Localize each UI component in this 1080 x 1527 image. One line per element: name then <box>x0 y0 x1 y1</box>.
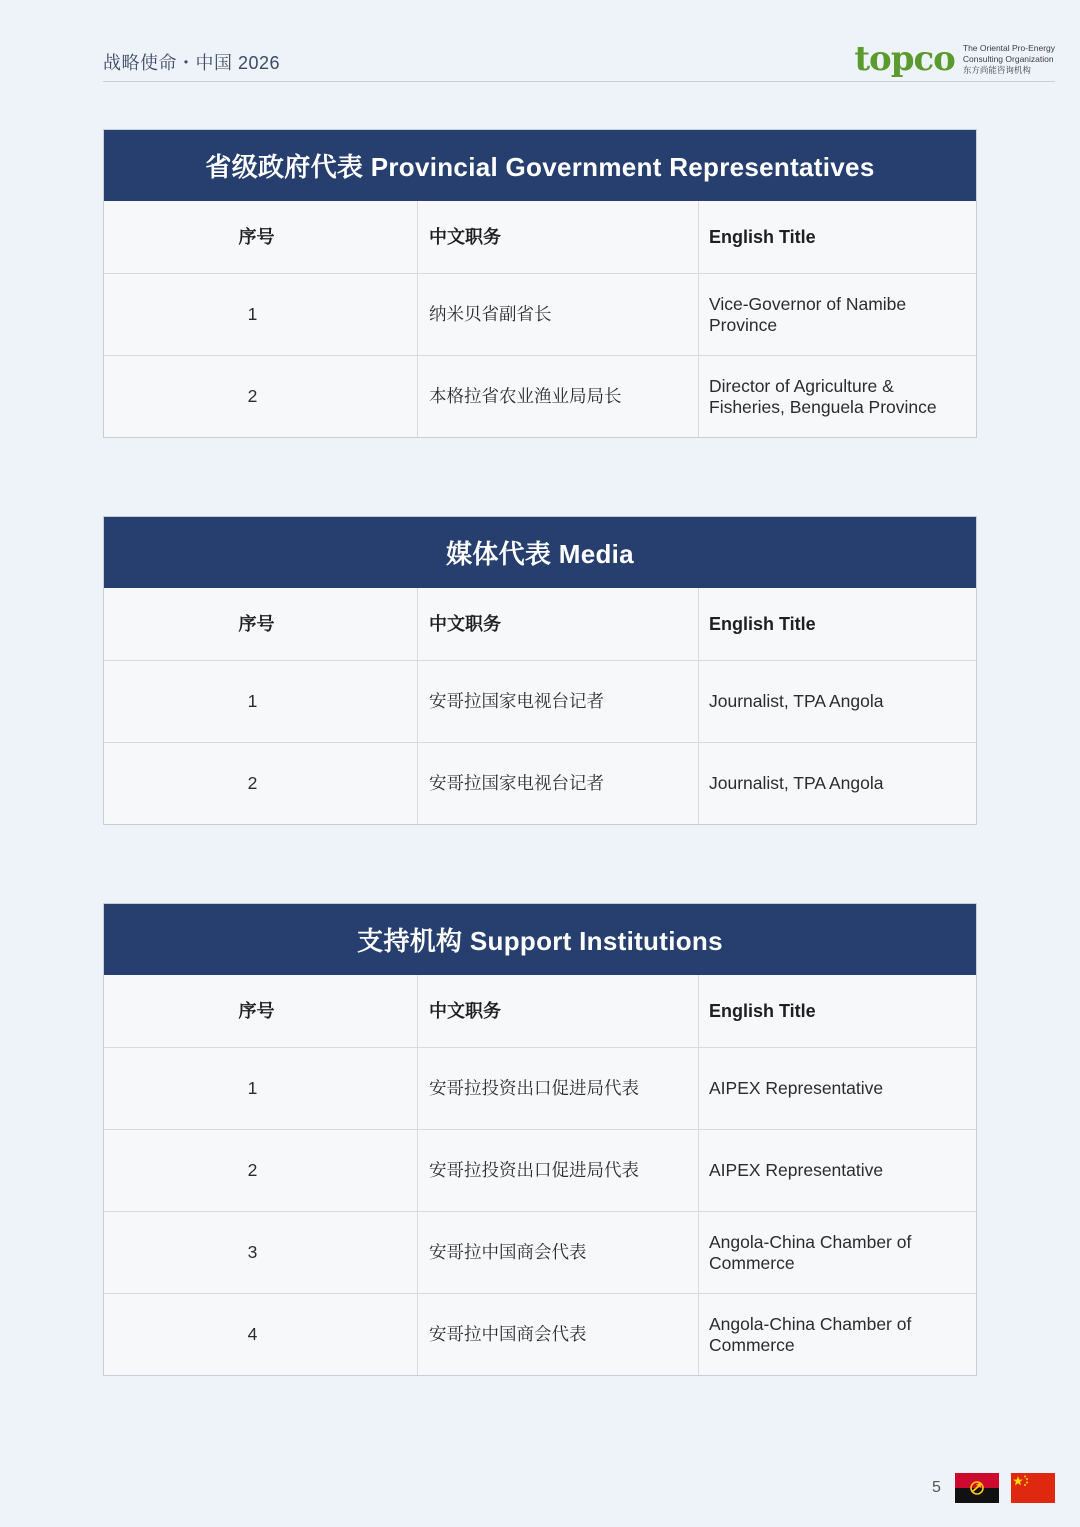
logo-wordmark: topco <box>854 39 955 79</box>
cell-no: 2 <box>104 356 418 437</box>
table-media <box>103 516 977 825</box>
cell-cn-title: 安哥拉国家电视台记者 <box>418 743 699 824</box>
column-header-en: English Title <box>709 1000 816 1021</box>
cell-en-title: Journalist, TPA Angola <box>709 773 884 793</box>
table-header-row <box>104 201 976 273</box>
cell-no: 3 <box>104 1212 418 1293</box>
cell-en-title: Angola-China Chamber of Commerce <box>709 1231 912 1273</box>
cell-cn-title: 纳米贝省副省长 <box>418 274 699 355</box>
column-header-cn: 中文职务 <box>418 588 699 660</box>
table-provincial-government <box>103 129 977 438</box>
column-header-no: 序号 <box>104 975 418 1047</box>
table-row <box>104 1047 976 1129</box>
angola-flag-icon <box>955 1473 999 1503</box>
cell-no: 4 <box>104 1294 418 1375</box>
cell-cn-title: 安哥拉中国商会代表 <box>418 1294 699 1375</box>
section-title: 省级政府代表 Provincial Government Representatives <box>104 130 976 201</box>
table-row <box>104 355 976 437</box>
cell-en-title: AIPEX Representative <box>709 1160 884 1180</box>
china-flag-icon <box>1011 1473 1055 1503</box>
column-header-no: 序号 <box>104 201 418 273</box>
table-header-row <box>104 588 976 660</box>
table-header-row <box>104 975 976 1047</box>
table-row <box>104 273 976 355</box>
column-header-en: English Title <box>709 226 816 247</box>
page-header <box>103 40 1055 82</box>
column-header-cn: 中文职务 <box>418 975 699 1047</box>
logo-line-1: The Oriental Pro-Energy <box>962 42 1055 53</box>
table-support-institutions <box>103 903 977 1376</box>
cell-no: 1 <box>104 661 418 742</box>
table-row <box>104 1129 976 1211</box>
cell-cn-title: 安哥拉国家电视台记者 <box>418 661 699 742</box>
cell-cn-title: 安哥拉投资出口促进局代表 <box>418 1130 699 1211</box>
table-row <box>104 1211 976 1293</box>
section-title: 支持机构 Support Institutions <box>104 904 976 975</box>
logo-tagline <box>963 43 1055 76</box>
cell-cn-title: 安哥拉投资出口促进局代表 <box>418 1048 699 1129</box>
logo-line-3: 东方尚能咨询机构 <box>962 64 1031 75</box>
cell-en-title: Angola-China Chamber of Commerce <box>709 1313 912 1355</box>
cell-en-title: Director of Agriculture & Fisheries, Benguela Province <box>709 375 937 417</box>
column-header-cn: 中文职务 <box>418 201 699 273</box>
cell-no: 1 <box>104 274 418 355</box>
cell-no: 2 <box>104 1130 418 1211</box>
column-header-no: 序号 <box>104 588 418 660</box>
cell-en-title: Journalist, TPA Angola <box>709 691 884 711</box>
logo-line-2: Consulting Organization <box>962 53 1054 64</box>
cell-no: 1 <box>104 1048 418 1129</box>
cell-en-title: Vice-Governor of Namibe Province <box>709 293 907 335</box>
table-row <box>104 660 976 742</box>
section-title: 媒体代表 Media <box>104 517 976 588</box>
cell-no: 2 <box>104 743 418 824</box>
document-title: 战略使命・中国 2026 <box>103 53 281 73</box>
page-number: 5 <box>932 1479 941 1496</box>
table-row <box>104 1293 976 1375</box>
table-row <box>104 742 976 824</box>
cell-en-title: AIPEX Representative <box>709 1078 884 1098</box>
topco-logo <box>854 40 1055 78</box>
cell-cn-title: 本格拉省农业渔业局局长 <box>418 356 699 437</box>
cell-cn-title: 安哥拉中国商会代表 <box>418 1212 699 1293</box>
column-header-en: English Title <box>709 613 816 634</box>
